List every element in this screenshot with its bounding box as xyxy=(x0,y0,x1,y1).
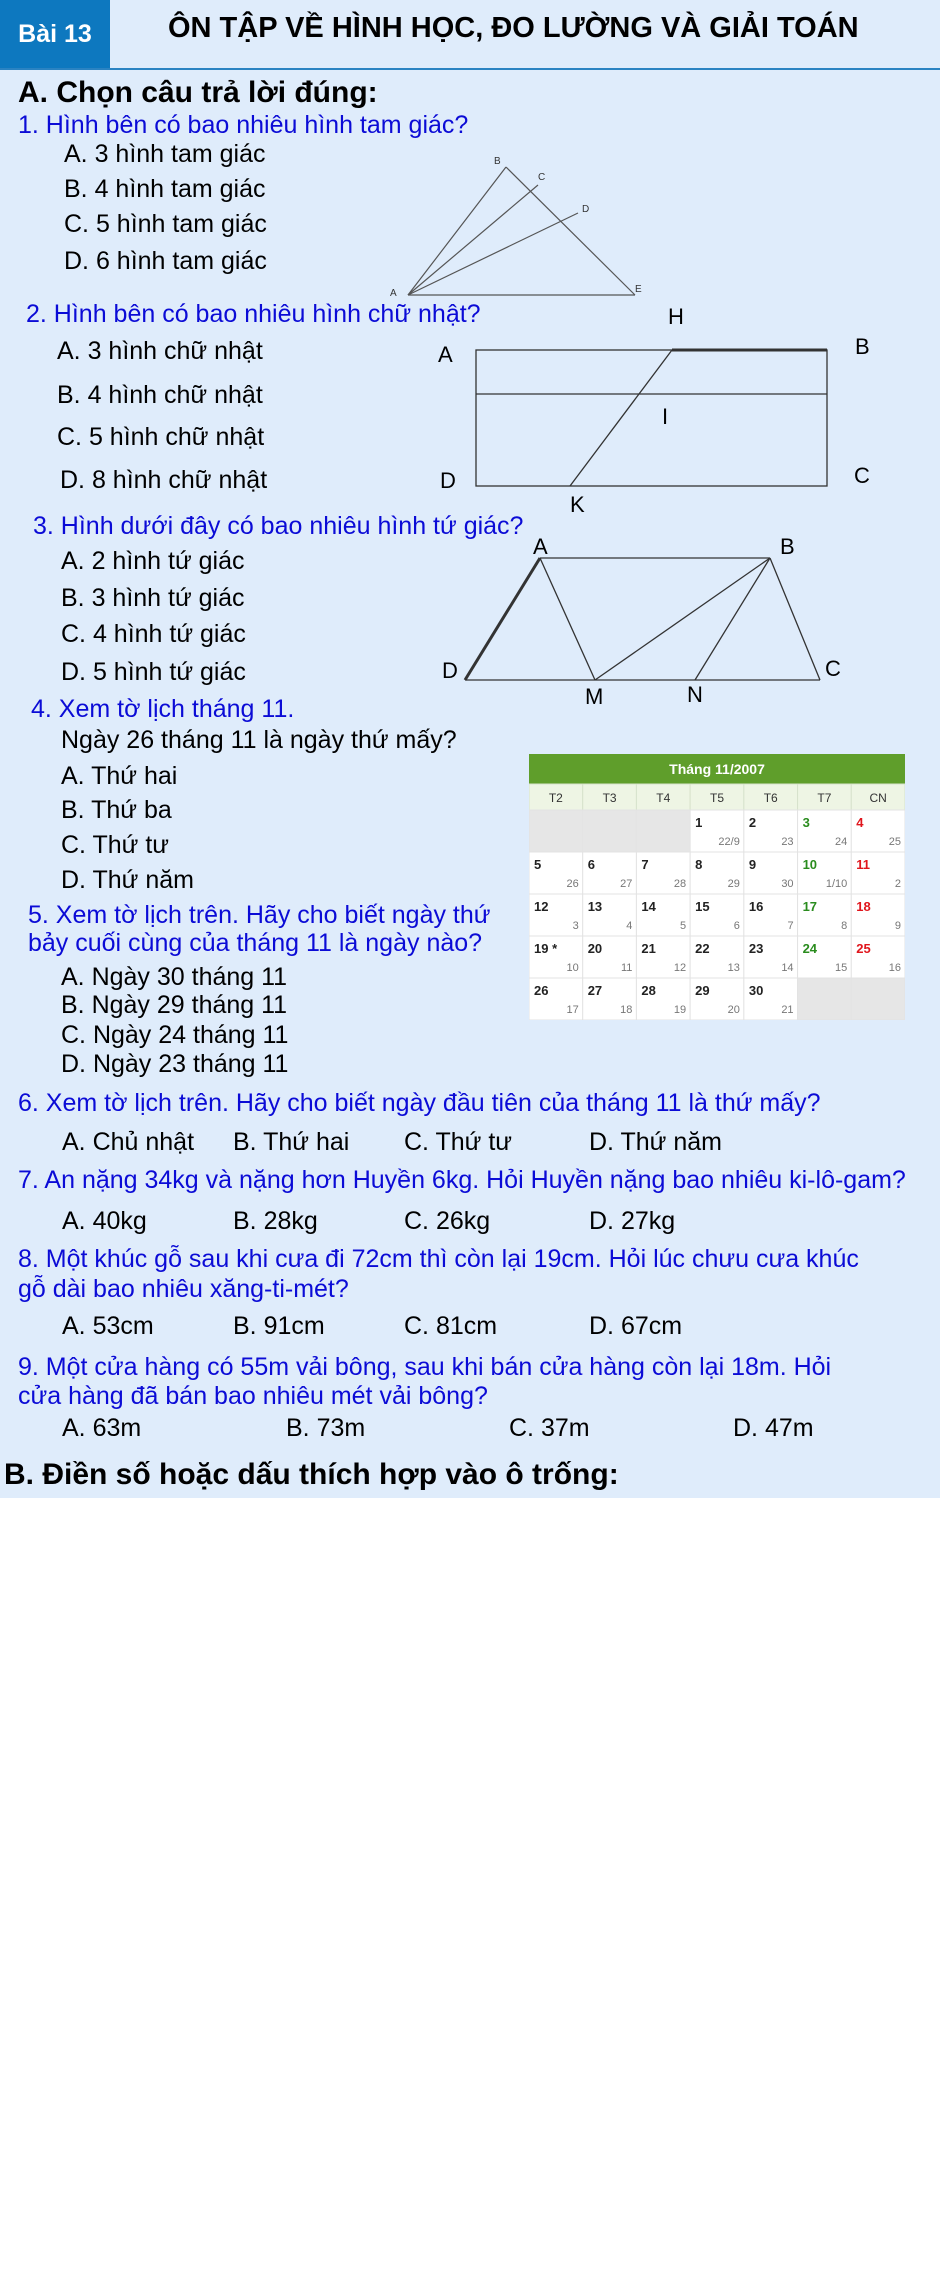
question-6: 6. Xem tờ lịch trên. Hãy cho biết ngày đầu tiên của tháng 11 là thứ mấy? xyxy=(18,1089,821,1117)
q4-option-c: C. Thứ tư xyxy=(61,831,170,859)
fig1-label-e: E xyxy=(635,284,642,295)
calendar-lunar-date: 14 xyxy=(781,962,794,974)
calendar-empty-cell xyxy=(529,810,583,852)
q3-option-b: B. 3 hình tứ giác xyxy=(61,584,245,612)
calendar-day-number: 25 xyxy=(856,941,871,956)
q7-option-a: A. 40kg xyxy=(62,1207,147,1235)
q1-option-a: A. 3 hình tam giác xyxy=(64,140,266,168)
q2-option-b: B. 4 hình chữ nhật xyxy=(57,381,263,409)
q1-option-d: D. 6 hình tam giác xyxy=(64,247,267,275)
quadrilateral-figure xyxy=(430,530,860,710)
rectangle-figure xyxy=(430,300,880,520)
fig1-label-d: D xyxy=(582,204,590,215)
calendar-lunar-date: 2 xyxy=(894,878,901,890)
q2-option-d: D. 8 hình chữ nhật xyxy=(60,466,268,494)
calendar-empty-cell xyxy=(583,810,637,852)
calendar-lunar-date: 4 xyxy=(626,920,633,932)
q3-option-d: D. 5 hình tứ giác xyxy=(61,658,246,686)
calendar-day-number: 15 xyxy=(695,899,710,914)
calendar-lunar-date: 22/9 xyxy=(718,836,740,848)
question-1: 1. Hình bên có bao nhiêu hình tam giác? xyxy=(18,111,469,139)
calendar-lunar-date: 29 xyxy=(727,878,740,890)
q6-option-a: A. Chủ nhật xyxy=(62,1128,195,1156)
calendar-weekday-T7: T7 xyxy=(817,791,832,805)
calendar-day-number: 28 xyxy=(641,983,656,998)
q2-option-c: C. 5 hình chữ nhật xyxy=(57,423,265,451)
fig3-label-n: N xyxy=(687,682,703,707)
calendar-day-number: 17 xyxy=(802,899,818,914)
calendar-day-number: 12 xyxy=(534,899,549,914)
calendar-day-number: 7 xyxy=(641,857,649,872)
question-8: 8. Một khúc gỗ sau khi cưa đi 72cm thì còn lại 19cm. Hỏi lúc chưu cưa khúc xyxy=(18,1245,859,1273)
q5-option-b: B. Ngày 29 tháng 11 xyxy=(61,991,288,1019)
calendar-lunar-date: 26 xyxy=(566,878,579,890)
calendar-empty-cell xyxy=(798,978,852,1020)
calendar-day-number: 5 xyxy=(534,857,542,872)
calendar-lunar-date: 27 xyxy=(620,878,633,890)
fig1-label-b: B xyxy=(494,156,501,167)
q9-option-d: D. 47m xyxy=(733,1414,814,1442)
q9-option-c: C. 37m xyxy=(509,1414,590,1442)
calendar-weekday-T6: T6 xyxy=(763,791,778,805)
question-2: 2. Hình bên có bao nhiêu hình chữ nhật? xyxy=(26,300,481,328)
q5-option-a: A. Ngày 30 tháng 11 xyxy=(61,963,288,991)
calendar-lunar-date: 28 xyxy=(673,878,687,890)
q7-option-b: B. 28kg xyxy=(233,1207,318,1235)
calendar-empty-cell xyxy=(636,810,690,852)
q8-option-c: C. 81cm xyxy=(404,1312,498,1340)
q6-option-d: D. Thứ năm xyxy=(589,1128,722,1156)
calendar-lunar-date: 11 xyxy=(621,962,633,974)
calendar-day-number: 2 xyxy=(748,815,757,830)
q4-option-d: D. Thứ năm xyxy=(61,866,194,894)
calendar-lunar-date: 13 xyxy=(727,962,740,974)
q6-option-c: C. Thứ tư xyxy=(404,1128,513,1156)
page-title: ÔN TẬP VỀ HÌNH HỌC, ĐO LƯỜNG VÀ GIẢI TOÁN xyxy=(168,12,859,44)
calendar-lunar-date: 7 xyxy=(787,920,794,932)
calendar-day-number: 30 xyxy=(748,983,764,998)
calendar-lunar-date: 10 xyxy=(566,962,579,974)
calendar-day-number: 9 xyxy=(748,857,757,872)
fig3-label-m: M xyxy=(585,684,604,709)
q3-option-c: C. 4 hình tứ giác xyxy=(61,620,246,648)
question-9: 9. Một cửa hàng có 55m vải bông, sau khi bán cửa hàng còn lại 18m. Hỏi xyxy=(18,1353,832,1381)
calendar-day-number: 14 xyxy=(641,899,656,914)
calendar-lunar-date: 24 xyxy=(835,836,848,848)
calendar-lunar-date: 12 xyxy=(673,962,687,974)
question-5: 5. Xem tờ lịch trên. Hãy cho biết ngày thứ xyxy=(28,901,491,929)
q3-option-a: A. 2 hình tứ giác xyxy=(61,547,245,575)
fig1-label-c: C xyxy=(538,172,546,183)
calendar-weekday-CN: CN xyxy=(869,791,887,805)
calendar-day-number: 27 xyxy=(587,983,603,998)
calendar-day-number: 3 xyxy=(802,815,810,830)
q8-option-b: B. 91cm xyxy=(233,1312,325,1340)
question-8-line-2: gỗ dài bao nhiêu xăng-ti-mét? xyxy=(18,1275,349,1303)
calendar-day-number: 24 xyxy=(802,941,818,956)
fig3-label-a: A xyxy=(533,534,548,559)
q9-option-b: B. 73m xyxy=(286,1414,366,1442)
calendar-day-number: 23 xyxy=(748,941,764,956)
fig3-label-d: D xyxy=(442,658,458,683)
section-b-heading: B. Điền số hoặc dấu thích hợp vào ô trống: xyxy=(4,1458,619,1491)
fig2-label-a: A xyxy=(438,342,453,367)
calendar-lunar-date: 5 xyxy=(680,920,687,932)
calendar-lunar-date: 25 xyxy=(888,836,901,848)
calendar-lunar-date: 21 xyxy=(781,1004,794,1016)
fig2-label-d: D xyxy=(440,468,456,493)
calendar-lunar-date: 30 xyxy=(781,878,794,890)
calendar-day-number: 10 xyxy=(802,857,818,872)
calendar-day-number: 8 xyxy=(695,857,703,872)
calendar-day-number: 26 xyxy=(534,983,549,998)
section-a-heading: A. Chọn câu trả lời đúng: xyxy=(18,76,378,109)
calendar-day-number: 13 xyxy=(587,899,603,914)
question-5-line-2: bảy cuối cùng của tháng 11 là ngày nào? xyxy=(28,929,483,957)
q7-option-c: C. 26kg xyxy=(404,1207,491,1235)
fig3-label-c: C xyxy=(825,656,841,681)
question-4: 4. Xem tờ lịch tháng 11. xyxy=(31,695,295,723)
q8-option-d: D. 67cm xyxy=(589,1312,683,1340)
calendar-lunar-date: 18 xyxy=(620,1004,633,1016)
q1-option-b: B. 4 hình tam giác xyxy=(64,175,266,203)
fig2-label-i: I xyxy=(662,404,669,429)
fig2-label-c: C xyxy=(854,463,870,488)
calendar-lunar-date: 15 xyxy=(835,962,848,974)
fig2-label-b: B xyxy=(855,334,870,359)
calendar-day-number: 29 xyxy=(695,983,710,998)
calendar-day-number: 1 xyxy=(695,815,703,830)
fig2-label-h: H xyxy=(668,304,684,329)
calendar-weekday-T4: T4 xyxy=(656,791,671,805)
calendar-day-number: 19 * xyxy=(534,941,558,956)
question-9-line-2: cửa hàng đã bán bao nhiêu mét vải bông? xyxy=(18,1382,488,1410)
fig3-label-b: B xyxy=(780,534,795,559)
calendar-day-number: 18 xyxy=(856,899,871,914)
calendar-title: Tháng 11/2007 xyxy=(669,761,765,777)
calendar-weekday-T2: T2 xyxy=(548,791,563,805)
lesson-badge: Bài 13 xyxy=(0,0,110,68)
calendar-lunar-date: 16 xyxy=(888,962,901,974)
q4-option-b: B. Thứ ba xyxy=(61,796,172,824)
calendar-november-2007 xyxy=(529,754,905,1020)
calendar-lunar-date: 8 xyxy=(841,920,848,932)
q1-option-c: C. 5 hình tam giác xyxy=(64,210,267,238)
calendar-weekday-T5: T5 xyxy=(709,791,725,805)
calendar-lunar-date: 23 xyxy=(781,836,794,848)
calendar-day-number: 16 xyxy=(748,899,764,914)
calendar-day-number: 20 xyxy=(587,941,603,956)
calendar-lunar-date: 6 xyxy=(733,920,740,932)
calendar-lunar-date: 3 xyxy=(572,920,579,932)
q9-option-a: A. 63m xyxy=(62,1414,142,1442)
calendar-day-number: 6 xyxy=(587,857,595,872)
calendar-lunar-date: 9 xyxy=(894,920,901,932)
q6-option-b: B. Thứ hai xyxy=(233,1128,350,1156)
calendar-day-number: 4 xyxy=(856,815,864,830)
fig1-label-a: A xyxy=(390,288,397,299)
calendar-lunar-date: 20 xyxy=(727,1004,740,1016)
q5-option-c: C. Ngày 24 tháng 11 xyxy=(61,1021,289,1049)
question-4-prompt: Ngày 26 tháng 11 là ngày thứ mấy? xyxy=(61,726,457,754)
q2-option-a: A. 3 hình chữ nhật xyxy=(57,337,263,365)
q8-option-a: A. 53cm xyxy=(62,1312,154,1340)
q7-option-d: D. 27kg xyxy=(589,1207,676,1235)
calendar-weekday-T3: T3 xyxy=(602,791,617,805)
triangle-figure xyxy=(390,150,650,300)
calendar-lunar-date: 17 xyxy=(566,1004,579,1016)
calendar-day-number: 21 xyxy=(641,941,656,956)
calendar-day-number: 11 xyxy=(856,857,871,872)
calendar-empty-cell xyxy=(851,978,905,1020)
calendar-lunar-date: 1/10 xyxy=(825,878,848,890)
q4-option-a: A. Thứ hai xyxy=(61,762,178,790)
fig2-label-k: K xyxy=(570,492,585,517)
question-7: 7. An nặng 34kg và nặng hơn Huyền 6kg. Hỏi Huyền nặng bao nhiêu ki-lô-gam? xyxy=(18,1166,906,1194)
calendar-lunar-date: 19 xyxy=(673,1004,687,1016)
calendar-day-number: 22 xyxy=(695,941,710,956)
q5-option-d: D. Ngày 23 tháng 11 xyxy=(61,1050,289,1078)
question-3: 3. Hình dưới đây có bao nhiêu hình tứ giác? xyxy=(33,512,524,540)
header-bar xyxy=(0,0,940,70)
